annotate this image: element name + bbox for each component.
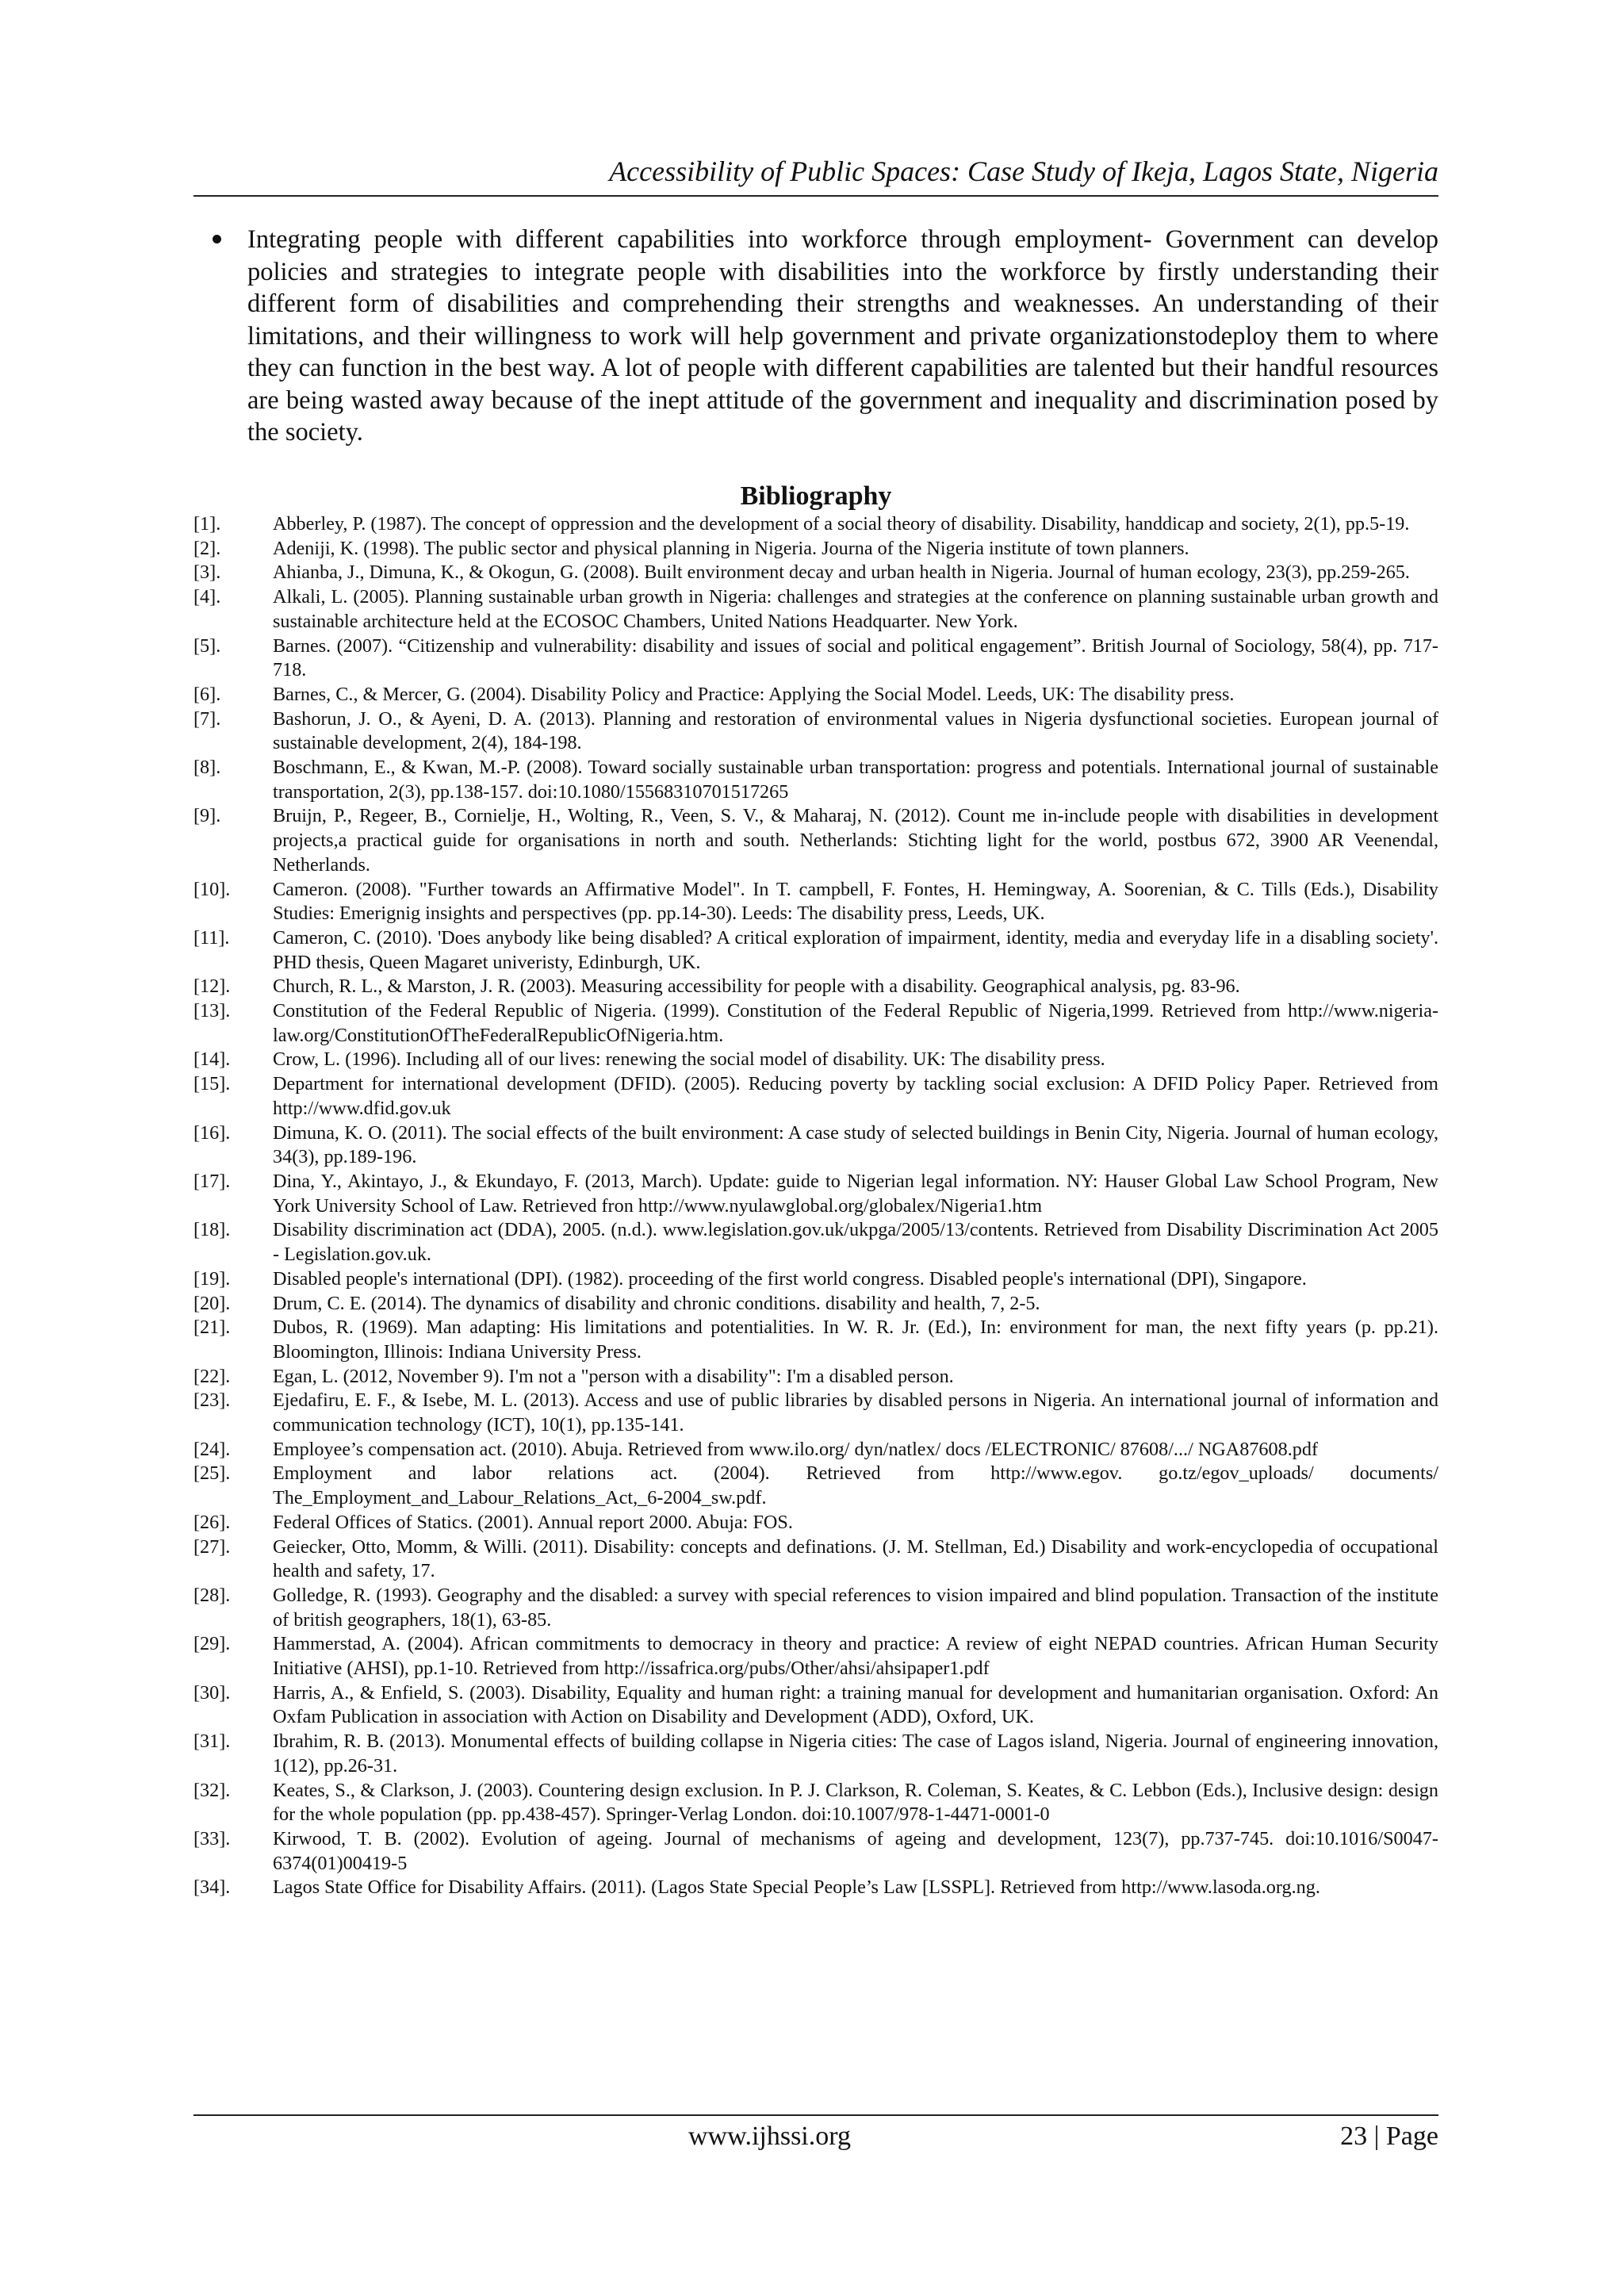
reference-item [193, 926, 1438, 975]
reference-text: Dubos, R. (1969). Man adapting: His limitations and potentialities. In W. R. Jr. (Ed.), In: environment for man, the next fifty years (p. pp.21). Bloomington, Illinois: Indiana University Press. [273, 1317, 1438, 1363]
reference-text: Bashorun, J. O., & Ayeni, D. A. (2013). Planning and restoration of environmental values in Nigeria dysfunctional societies. European journal of sustainable development, 2(4), 184-198. [273, 707, 1438, 754]
reference-text: Hammerstad, A. (2004). African commitments to democracy in theory and practice: A review of eight NEPAD countries. African Human Security Initiative (AHSI), pp.1-10. Retrieved from http://issafrica.org/pubs/Other/ahsi/ahsipaper1.pdf [273, 1633, 1438, 1680]
reference-number: [33]. [193, 1827, 231, 1849]
header-rule [193, 195, 1438, 197]
reference-text: Golledge, R. (1993). Geography and the disabled: a survey with special references to vision impaired and blind population. Transaction of the institute of british geographers, 18(1), 63-85. [273, 1584, 1438, 1631]
reference-list [193, 512, 1438, 1900]
reference-text: Barnes. (2007). “Citizenship and vulnerability: disability and issues of social and political engagement”. British Journal of Sociology, 58(4), pp. 717-718. [273, 634, 1438, 681]
reference-text: Cameron. (2008). "Further towards an Affirmative Model". In T. campbell, F. Fontes, H. Hemingway, A. Soorenian, & C. Tills (Eds.), Disability Studies: Emerignig insights and perspectives (pp. pp.14-30). Leeds: The disability press, Leeds, UK. [273, 878, 1438, 925]
reference-text: Adeniji, K. (1998). The public sector and physical planning in Nigeria. Journa of the Nigeria institute of town planners. [273, 537, 1189, 559]
reference-text: Drum, C. E. (2014). The dynamics of disability and chronic conditions. disability and health, 7, 2-5. [273, 1292, 1040, 1314]
reference-text: Kirwood, T. B. (2002). Evolution of ageing. Journal of mechanisms of ageing and development, 123(7), pp.737-745. doi:10.1016/S0047-6374(01)00419-5 [273, 1827, 1438, 1874]
reference-item [193, 1779, 1438, 1827]
reference-text: Barnes, C., & Mercer, G. (2004). Disability Policy and Practice: Applying the Social Model. Leeds, UK: The disability press. [273, 683, 1235, 705]
reference-number: [12]. [193, 976, 231, 998]
reference-number: [29]. [193, 1633, 231, 1655]
reference-number: [4]. [193, 586, 221, 608]
reference-item [193, 1365, 1438, 1389]
reference-number: [28]. [193, 1584, 231, 1606]
running-header-title: Accessibility of Public Spaces: Case Study of Ikeja, Lagos State, Nigeria [609, 155, 1438, 187]
reference-item [193, 1267, 1438, 1292]
reference-number: [24]. [193, 1438, 231, 1460]
reference-number: [11]. [193, 926, 230, 949]
reference-number: [34]. [193, 1876, 231, 1899]
reference-item [193, 756, 1438, 804]
reference-number: [2]. [193, 537, 221, 559]
reference-number: [30]. [193, 1681, 231, 1704]
reference-text: Egan, L. (2012, November 9). I'm not a "person with a disability": I'm a disabled person. [273, 1365, 954, 1387]
reference-number: [32]. [193, 1779, 231, 1801]
reference-text: Ibrahim, R. B. (2013). Monumental effects of building collapse in Nigeria cities: The case of Lagos island, Nigeria. Journal of engineering innovation, 1(12), pp.26-31. [273, 1731, 1438, 1777]
bullet-paragraph [193, 224, 1438, 449]
bibliography-heading: Bibliography [740, 481, 892, 511]
reference-item [193, 1316, 1438, 1364]
reference-number: [6]. [193, 683, 221, 705]
reference-number: [7]. [193, 707, 221, 730]
reference-number: [18]. [193, 1219, 231, 1241]
reference-number: [19]. [193, 1267, 231, 1290]
reference-item [193, 1218, 1438, 1267]
reference-number: [1]. [193, 513, 221, 535]
reference-number: [22]. [193, 1365, 231, 1387]
reference-text: Department for international development (DFID). (2005). Reducing poverty by tackling social exclusion: A DFID Policy Paper. Retrieved from http://www.dfid.gov.uk [273, 1073, 1438, 1119]
reference-text: Disability discrimination act (DDA), 2005. (n.d.). www.legislation.gov.uk/ukpga/2005/13/contents. Retrieved from Disability Discrimination Act 2005 - Legislation.gov.uk. [273, 1219, 1438, 1266]
reference-item [193, 512, 1438, 537]
bullet-icon [213, 235, 221, 243]
reference-item [193, 999, 1438, 1048]
reference-item [193, 1511, 1438, 1535]
reference-number: [10]. [193, 878, 231, 900]
reference-text: Constitution of the Federal Republic of Nigeria. (1999). Constitution of the Federal Republic of Nigeria,1999. Retrieved from http://www.nigeria-law.org/ConstitutionOfTheFederalRepublicOfNigeria.htm. [273, 1000, 1438, 1046]
reference-number: [27]. [193, 1535, 231, 1558]
reference-text: Ejedafiru, E. F., & Isebe, M. L. (2013). Access and use of public libraries by disabled persons in Nigeria. An international journal of information and communication technology (ICT), 10(1), pp.135-141. [273, 1389, 1438, 1436]
reference-number: [14]. [193, 1048, 231, 1071]
reference-text: Abberley, P. (1987). The concept of oppression and the development of a social theory of disability. Disability, handdicap and society, 2(1), pp.5-19. [273, 513, 1410, 535]
reference-number: [9]. [193, 805, 221, 827]
reference-text: Church, R. L., & Marston, J. R. (2003). Measuring accessibility for people with a disability. Geographical analysis, pg. 83-96. [273, 976, 1240, 998]
reference-item [193, 1048, 1438, 1072]
reference-text: Crow, L. (1996). Including all of our lives: renewing the social model of disability. UK: The disability press. [273, 1048, 1105, 1071]
reference-text: Alkali, L. (2005). Planning sustainable urban growth in Nigeria: challenges and strategies at the conference on planning sustainable urban growth and sustainable architecture held at the ECOSOC Chambers, United Nations Headquarter. New York. [273, 586, 1438, 632]
reference-item [193, 1462, 1438, 1510]
reference-item [193, 878, 1438, 926]
reference-item [193, 634, 1438, 683]
reference-text: Dimuna, K. O. (2011). The social effects of the built environment: A case study of selected buildings in Benin City, Nigeria. Journal of human ecology, 34(3), pp.189-196. [273, 1121, 1438, 1168]
reference-number: [15]. [193, 1073, 231, 1095]
reference-item [193, 1632, 1438, 1681]
reference-number: [25]. [193, 1462, 231, 1485]
footer-rule [193, 2114, 1438, 2116]
reference-item [193, 707, 1438, 756]
reference-text: Dina, Y., Akintayo, J., & Ekundayo, F. (2013, March). Update: guide to Nigerian legal information. NY: Hauser Global Law School Program, New York University School of Law. Retrieved fron http://www.nyulawglobal.org/globalex/Nigeria1.htm [273, 1170, 1438, 1217]
reference-item [193, 1584, 1438, 1632]
reference-text: Boschmann, E., & Kwan, M.-P. (2008). Toward socially sustainable urban transportation: progress and potentials. International journal of sustainable transportation, 2(3), pp.138-157. doi:10.1080/15568310701517265 [273, 757, 1438, 803]
reference-item [193, 1876, 1438, 1900]
reference-number: [26]. [193, 1511, 231, 1533]
reference-number: [5]. [193, 634, 221, 657]
reference-text: Disabled people's international (DPI). (1982). proceeding of the first world congress. Disabled people's international (DPI), Singapore. [273, 1267, 1307, 1290]
footer-page-number: 23 | Page [1340, 2122, 1438, 2151]
reference-text: Keates, S., & Clarkson, J. (2003). Countering design exclusion. In P. J. Clarkson, R. Coleman, S. Keates, & C. Lebbon (Eds.), Inclusive design: design for the whole population (pp. pp.438-457). Springer-Verlag London. doi:10.1007/978-1-4471-0001-0 [273, 1779, 1438, 1826]
reference-item [193, 804, 1438, 877]
reference-item [193, 683, 1438, 707]
reference-item [193, 1389, 1438, 1437]
reference-text: Employee’s compensation act. (2010). Abuja. Retrieved from www.ilo.org/ dyn/natlex/ docs /ELECTRONIC/ 87608/.../ NGA87608.pdf [273, 1438, 1319, 1460]
reference-number: [3]. [193, 562, 221, 584]
reference-text: Ahianba, J., Dimuna, K., & Okogun, G. (2008). Built environment decay and urban health in Nigeria. Journal of human ecology, 23(3), pp.259-265. [273, 562, 1410, 584]
reference-text: Cameron, C. (2010). 'Does anybody like being disabled? A critical exploration of impairment, identity, media and everyday life in a disabling society'. PHD thesis, Queen Magaret univeristy, Edinburgh, UK. [273, 926, 1438, 973]
reference-number: [13]. [193, 1000, 231, 1022]
reference-item [193, 975, 1438, 999]
reference-item [193, 1681, 1438, 1730]
reference-item [193, 1730, 1438, 1778]
reference-text: Geiecker, Otto, Momm, & Willi. (2011). Disability: concepts and definations. (J. M. Stellman, Ed.) Disability and work-encyclopedia of occupational health and safety, 17. [273, 1535, 1438, 1582]
reference-item [193, 1438, 1438, 1462]
reference-text: Federal Offices of Statics. (2001). Annual report 2000. Abuja: FOS. [273, 1511, 793, 1533]
footer-journal-url: www.ijhssi.org [688, 2122, 851, 2151]
reference-item [193, 1292, 1438, 1317]
reference-item [193, 1827, 1438, 1876]
reference-item [193, 1170, 1438, 1218]
reference-text: Harris, A., & Enfield, S. (2003). Disability, Equality and human right: a training manual for development and humanitarian organisation. Oxford: An Oxfam Publication in association with Action on Disability and Development (ADD), Oxford, UK. [273, 1681, 1438, 1728]
reference-item [193, 1072, 1438, 1121]
reference-text: Employment and labor relations act. (2004). Retrieved from http://www.egov. go.tz/egov_uploads/ documents/ The_Employment_and_Labour_Relations_Act,_6-2004_sw.pdf. [273, 1462, 1438, 1509]
reference-number: [31]. [193, 1731, 231, 1753]
reference-number: [20]. [193, 1292, 231, 1314]
reference-item [193, 585, 1438, 634]
reference-item [193, 1535, 1438, 1584]
bullet-text: Integrating people with different capabilities into workforce through employment- Government can develop policies and strategies to integrate people with disabilities into the workforce by firstly understanding their different form of disabilities and comprehending their strengths and weaknesses. An understanding of their limitations, and their willingness to work will help government and private organizationstodeploy them to where they can function in the best way. A lot of people with different capabilities are talented but their handful resources are being wasted away because of the inept attitude of the government and inequality and discrimination posed by the society. [247, 225, 1438, 447]
reference-item [193, 537, 1438, 562]
reference-number: [17]. [193, 1170, 231, 1192]
reference-number: [8]. [193, 757, 221, 779]
reference-text: Bruijn, P., Regeer, B., Cornielje, H., Wolting, R., Veen, S. V., & Maharaj, N. (2012). Count me in-include people with disabilities in development projects,a practical guide for organisations in north and south. Netherlands: Stichting light for the world, postbus 672, 3900 AR Veenendal, Netherlands. [273, 805, 1438, 876]
reference-number: [23]. [193, 1389, 231, 1412]
reference-item [193, 1121, 1438, 1170]
reference-number: [21]. [193, 1317, 231, 1339]
reference-text: Lagos State Office for Disability Affairs. (2011). (Lagos State Special People’s Law [LSSPL]. Retrieved from http://www.lasoda.org.ng. [273, 1876, 1320, 1899]
reference-item [193, 561, 1438, 585]
reference-number: [16]. [193, 1121, 231, 1144]
